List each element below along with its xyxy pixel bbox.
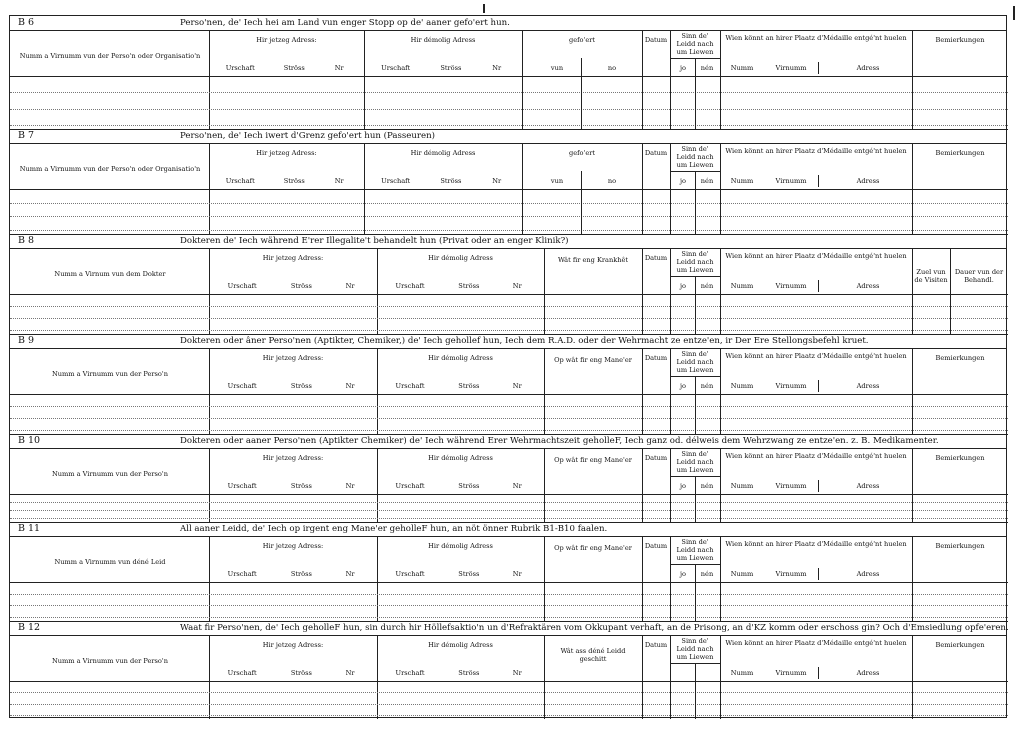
row-divider <box>10 294 1008 295</box>
street-label: Ströss <box>290 669 312 677</box>
returned-alive-label: Sinn de' Leidd nach um Liewen <box>676 145 714 169</box>
number-label: Nr <box>345 382 355 390</box>
entry-line <box>10 92 1008 93</box>
name-column-label: Numm a Virnumm vun déné Leid <box>54 558 166 566</box>
section-header <box>10 434 1006 449</box>
section-code: B 6 <box>18 17 35 28</box>
column-divider <box>720 635 721 719</box>
town-label: Urschaft <box>395 282 425 290</box>
street-label: Ströss <box>290 282 312 290</box>
yes-label: jo <box>679 177 686 185</box>
row-divider <box>10 394 1008 395</box>
town-label: Urschaft <box>395 382 425 390</box>
number-label: Nr <box>492 177 502 185</box>
medal-recipient-label: Wien könnt an hirer Plaatz d'Médaille entgé'nt huelen <box>725 34 907 42</box>
row-divider <box>10 129 1008 130</box>
no-label: nén <box>700 282 714 290</box>
date-label: Datum <box>644 454 668 462</box>
remarks-label: Bemierkungen <box>935 149 985 157</box>
number-label: Nr <box>345 570 355 578</box>
yes-label: jo <box>679 382 686 390</box>
page-top-mark <box>483 4 485 13</box>
transported-label: gefo'ert <box>568 36 596 44</box>
column-divider <box>581 58 582 129</box>
from-label: vun <box>550 177 564 185</box>
entry-line <box>10 518 1008 519</box>
no-label: nén <box>700 382 714 390</box>
entry-line <box>10 406 1008 407</box>
manner-label: Op wât fir eng Mane'er <box>554 544 632 552</box>
section-title: All aaner Leidd, de' Iech op irgent eng Mane'er geholleF hun, an nöt önner Rubrik B1-B10 faalen. <box>180 524 608 534</box>
manner-label: Op wât fir eng Mane'er <box>554 356 632 364</box>
medal-address-label: Adress <box>856 669 880 677</box>
section-title: Perso'nen, de' Iech hei am Land vun enger Stopp op de' aaner gefo'ert hun. <box>180 18 510 28</box>
medal-address-label: Adress <box>856 177 880 185</box>
former-address-label: Hir démolig Adress <box>410 36 476 44</box>
number-label: Nr <box>492 64 502 72</box>
to-label: no <box>607 64 617 72</box>
firstname-label: Virnumm <box>775 64 807 72</box>
column-divider <box>544 635 545 719</box>
street-label: Ströss <box>458 570 480 578</box>
row-divider <box>10 621 1008 622</box>
date-label: Datum <box>644 354 668 362</box>
section-title: Perso'nen, de' Iech iwert d'Grenz gefo'ert hun (Passeuren) <box>180 131 436 141</box>
column-divider <box>670 635 671 719</box>
date-label: Datum <box>644 254 668 262</box>
yes-label: jo <box>679 482 686 490</box>
section-header <box>10 522 1006 537</box>
section-header <box>10 16 1006 31</box>
column-divider <box>818 175 819 187</box>
entry-line <box>10 306 1008 307</box>
medal-address-label: Adress <box>856 570 880 578</box>
number-label: Nr <box>345 669 355 677</box>
to-label: no <box>607 177 617 185</box>
town-label: Urschaft <box>395 669 425 677</box>
no-label: nén <box>700 64 714 72</box>
town-label: Urschaft <box>395 482 425 490</box>
firstname-label: Virnumm <box>775 482 807 490</box>
entry-line <box>10 418 1008 419</box>
former-address-label: Hir démolig Adress <box>428 454 493 462</box>
date-label: Datum <box>644 641 668 649</box>
current-address-label: Hir jetzeg Adress: <box>262 354 324 362</box>
entry-line <box>10 125 1008 126</box>
row-divider <box>10 76 1008 77</box>
section-code: B 12 <box>18 622 41 633</box>
column-divider <box>209 30 210 129</box>
entry-line <box>10 605 1008 606</box>
street-label: Ströss <box>458 282 480 290</box>
entry-line <box>10 330 1008 331</box>
section-code: B 7 <box>18 130 35 141</box>
column-divider <box>720 248 721 334</box>
entry-line <box>10 203 1008 204</box>
number-label: Nr <box>512 282 522 290</box>
section-b-9 <box>10 334 1006 434</box>
section-b-7 <box>10 129 1006 234</box>
firstname-label: Virnumm <box>775 570 807 578</box>
section-title: Dokteren de' Iech während E'rer Illegalite't behandelt hun (Privat oder an enger Klinik?) <box>180 236 569 246</box>
column-divider <box>720 30 721 129</box>
visits-label: Zuel vun de Visiten <box>914 268 948 284</box>
yes-label: jo <box>679 282 686 290</box>
section-code: B 8 <box>18 235 35 246</box>
current-address-label: Hir jetzeg Adress: <box>262 542 324 550</box>
number-label: Nr <box>345 482 355 490</box>
row-divider <box>10 234 1008 235</box>
column-divider <box>670 30 671 129</box>
row-divider <box>10 681 1008 682</box>
street-label: Ströss <box>283 64 305 72</box>
surname-label: Numm <box>730 382 754 390</box>
what-happened-label: Wât ass déné Leidd geschitt <box>560 647 626 663</box>
firstname-label: Virnumm <box>775 382 807 390</box>
surname-label: Numm <box>730 570 754 578</box>
town-label: Urschaft <box>227 282 257 290</box>
town-label: Urschaft <box>227 669 257 677</box>
surname-label: Numm <box>730 177 754 185</box>
row-divider <box>10 582 1008 583</box>
number-label: Nr <box>512 482 522 490</box>
illness-label: Wât fir eng Krankhêt <box>557 256 629 264</box>
remarks-label: Bemierkungen <box>935 36 985 44</box>
column-divider <box>670 348 671 434</box>
manner-label: Op wât fir eng Mane'er <box>554 456 632 464</box>
column-divider <box>818 62 819 74</box>
column-divider <box>950 248 951 334</box>
remarks-label: Bemierkungen <box>935 354 985 362</box>
section-title: Waat fir Perso'nen, de' Iech geholleF hun, sin durch hir Höllefsaktio'n un d'Refraktären vom Okkupant verhaft, an de Prisong, an d'KZ komm oder erschoss gin? Och d'Emsiedlung opfe'eren. <box>180 623 1009 633</box>
former-address-label: Hir démolig Adress <box>410 149 476 157</box>
number-label: Nr <box>334 64 344 72</box>
entry-line <box>10 715 1008 716</box>
section-title: Dokteren oder aaner Perso'nen (Aptikter Chemiker) de' Iech während Erer Wehrmachtszeit geholleF, Iech ganz od. délweis dem Wehrzwang ze entze'en. z. B. Medikamenter. <box>180 436 939 446</box>
number-label: Nr <box>512 382 522 390</box>
firstname-label: Virnumm <box>775 669 807 677</box>
firstname-label: Virnumm <box>775 177 807 185</box>
entry-line <box>10 704 1008 705</box>
street-label: Ströss <box>290 570 312 578</box>
medal-recipient-label: Wien könnt an hirer Plaatz d'Médaille entgé'nt huelen <box>725 352 907 360</box>
section-title: Dokteren oder âner Perso'nen (Aptikter, Chemiker,) de' Iech gehollef hun, Iech dem R.A.D. oder der Wehrmacht ze entze'en, ir Der Ere Stellongsbefehl kruet. <box>180 336 869 346</box>
column-divider <box>912 30 913 129</box>
section-header <box>10 234 1006 249</box>
page-edge-mark <box>1013 6 1015 20</box>
date-label: Datum <box>644 36 668 44</box>
town-label: Urschaft <box>227 382 257 390</box>
column-divider <box>818 480 819 492</box>
number-label: Nr <box>512 669 522 677</box>
street-label: Ströss <box>458 382 480 390</box>
returned-alive-label: Sinn de' Leidd nach um Liewen <box>676 538 714 562</box>
column-divider <box>670 536 671 621</box>
name-column-label: Numm a Virnumm vun der Perso'n <box>52 470 168 478</box>
medal-address-label: Adress <box>856 64 880 72</box>
name-column-label: Numm a Virnumm vun der Perso'n <box>52 370 168 378</box>
row-divider <box>10 334 1008 335</box>
medal-address-label: Adress <box>856 382 880 390</box>
no-label: nén <box>700 482 714 490</box>
entry-line <box>10 510 1008 511</box>
section-header <box>10 334 1006 349</box>
surname-label: Numm <box>730 282 754 290</box>
name-column-label: Numm a Virnumm vun der Perso'n oder Organisatio'n <box>19 52 201 60</box>
from-label: vun <box>550 64 564 72</box>
column-divider <box>818 280 819 292</box>
yes-label: jo <box>679 570 686 578</box>
entry-line <box>10 502 1008 503</box>
medal-address-label: Adress <box>856 282 880 290</box>
town-label: Urschaft <box>225 177 255 185</box>
column-divider <box>720 348 721 434</box>
column-divider <box>522 30 523 129</box>
row-divider <box>10 494 1008 495</box>
section-code: B 11 <box>18 523 41 534</box>
entry-line <box>10 430 1008 431</box>
street-label: Ströss <box>290 482 312 490</box>
name-column-label: Numm a Virnumm vun der Perso'n <box>52 657 168 665</box>
no-label: nén <box>700 570 714 578</box>
entry-line <box>10 318 1008 319</box>
former-address-label: Hir démolig Adress <box>428 641 493 649</box>
questionnaire-form <box>9 15 1007 718</box>
row-divider <box>10 189 1008 190</box>
medal-recipient-label: Wien könnt an hirer Plaatz d'Médaille entgé'nt huelen <box>725 147 907 155</box>
name-column-label: Numm a Virnum vun dem Dokter <box>54 270 166 278</box>
firstname-label: Virnumm <box>775 282 807 290</box>
number-label: Nr <box>345 282 355 290</box>
town-label: Urschaft <box>225 64 255 72</box>
section-code: B 9 <box>18 335 35 346</box>
transported-label: gefo'ert <box>568 149 596 157</box>
entry-line <box>10 109 1008 110</box>
column-divider <box>720 536 721 621</box>
town-label: Urschaft <box>381 177 411 185</box>
medal-recipient-label: Wien könnt an hirer Plaatz d'Médaille entgé'nt huelen <box>725 252 907 260</box>
former-address-label: Hir démolig Adress <box>428 254 493 262</box>
current-address-label: Hir jetzeg Adress: <box>256 36 317 44</box>
town-label: Urschaft <box>395 570 425 578</box>
row-divider <box>10 434 1008 435</box>
former-address-label: Hir démolig Adress <box>428 542 493 550</box>
section-b-6 <box>10 16 1006 129</box>
column-divider <box>818 568 819 580</box>
date-label: Datum <box>644 149 668 157</box>
remarks-label: Bemierkungen <box>935 542 985 550</box>
street-label: Ströss <box>440 177 462 185</box>
entry-line <box>10 617 1008 618</box>
town-label: Urschaft <box>381 64 411 72</box>
surname-label: Numm <box>730 64 754 72</box>
entry-line <box>10 692 1008 693</box>
column-divider <box>642 30 643 129</box>
returned-alive-label: Sinn de' Leidd nach um Liewen <box>676 350 714 374</box>
town-label: Urschaft <box>227 482 257 490</box>
medal-address-label: Adress <box>856 482 880 490</box>
street-label: Ströss <box>290 382 312 390</box>
remarks-label: Bemierkungen <box>935 454 985 462</box>
street-label: Ströss <box>458 669 480 677</box>
column-divider <box>581 171 582 234</box>
section-b-11 <box>10 522 1006 621</box>
returned-alive-label: Sinn de' Leidd nach um Liewen <box>676 250 714 274</box>
surname-label: Numm <box>730 482 754 490</box>
section-code: B 10 <box>18 435 41 446</box>
returned-alive-label: Sinn de' Leidd nach um Liewen <box>676 450 714 474</box>
section-header <box>10 129 1006 144</box>
number-label: Nr <box>334 177 344 185</box>
remarks-label: Bemierkungen <box>935 641 985 649</box>
entry-line <box>10 216 1008 217</box>
street-label: Ströss <box>283 177 305 185</box>
column-divider <box>695 663 696 719</box>
section-header <box>10 621 1009 636</box>
current-address-label: Hir jetzeg Adress: <box>262 641 324 649</box>
current-address-label: Hir jetzeg Adress: <box>256 149 317 157</box>
current-address-label: Hir jetzeg Adress: <box>262 454 324 462</box>
no-label: nén <box>700 177 714 185</box>
column-divider <box>912 248 913 334</box>
town-label: Urschaft <box>227 570 257 578</box>
surname-label: Numm <box>730 669 754 677</box>
duration-label: Dauer vun der Behandl. <box>954 268 1004 284</box>
former-address-label: Hir démolig Adress <box>428 354 493 362</box>
street-label: Ströss <box>458 482 480 490</box>
medal-recipient-label: Wien könnt an hirer Plaatz d'Médaille entgé'nt huelen <box>725 639 907 647</box>
number-label: Nr <box>512 570 522 578</box>
column-divider <box>818 667 819 679</box>
street-label: Ströss <box>440 64 462 72</box>
returned-alive-label: Sinn de' Leidd nach um Liewen <box>676 32 714 56</box>
section-b-10 <box>10 434 1006 522</box>
row-divider <box>10 522 1008 523</box>
column-divider <box>670 248 671 334</box>
entry-line <box>10 594 1008 595</box>
current-address-label: Hir jetzeg Adress: <box>262 254 324 262</box>
column-divider <box>364 30 365 129</box>
section-b-8 <box>10 234 1006 334</box>
column-divider <box>818 380 819 392</box>
medal-recipient-label: Wien könnt an hirer Plaatz d'Médaille entgé'nt huelen <box>725 452 907 460</box>
section-b-12 <box>10 621 1009 719</box>
yes-label: jo <box>679 64 686 72</box>
medal-recipient-label: Wien könnt an hirer Plaatz d'Médaille entgé'nt huelen <box>725 540 907 548</box>
returned-alive-label: Sinn de' Leidd nach um Liewen <box>676 637 714 661</box>
date-label: Datum <box>644 542 668 550</box>
name-column-label: Numm a Virnumm vun der Perso'n oder Organisatio'n <box>19 165 201 173</box>
entry-line <box>10 230 1008 231</box>
